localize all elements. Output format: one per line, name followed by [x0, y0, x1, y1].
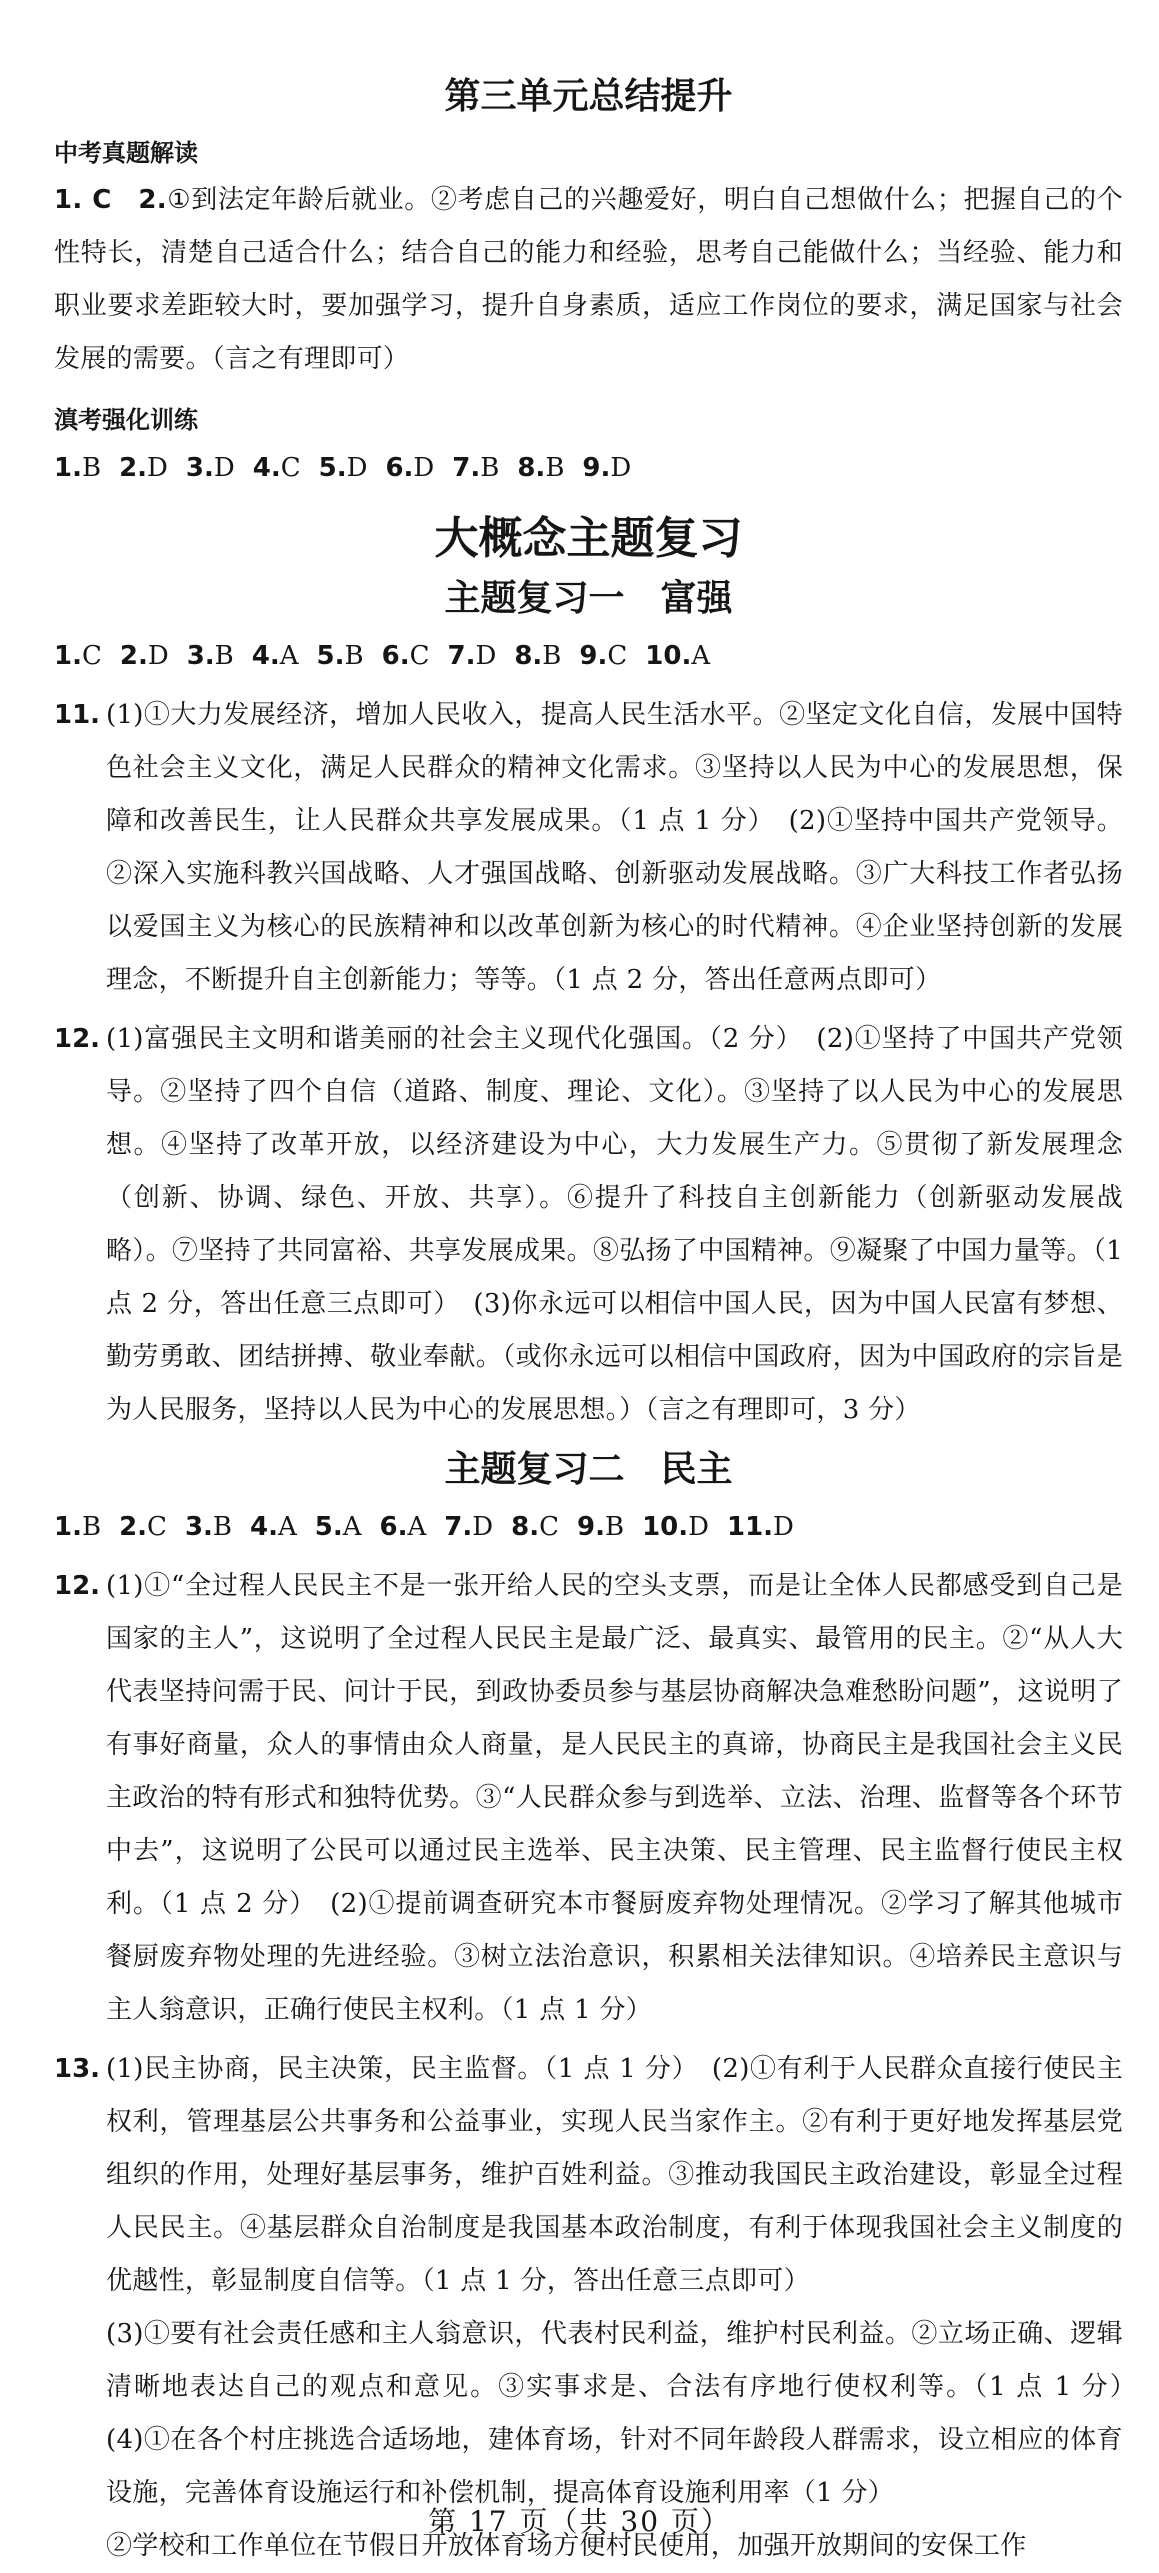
answer-number: 10. [645, 641, 692, 671]
answer-number: 8. [517, 453, 546, 483]
answer-choice: B [81, 453, 102, 483]
answer-choice: B [542, 641, 562, 671]
answer-choice: C [147, 1512, 167, 1542]
answer-item [444, 1512, 493, 1542]
answer-choice: D [610, 453, 632, 483]
answer-item [315, 1512, 362, 1542]
answer-item [511, 1512, 559, 1542]
answer-item [253, 453, 301, 483]
answer-number: 9. [582, 453, 611, 483]
question-answer-text: (1)①“全过程人民民主不是一张开给人民的空头支票，而是让全体人民都感受到自己是国家的主人”，这说明了全过程人民民主是最广泛、最真实、最管用的民主。②“从人大代表坚持问需于民、问计于民，到政协委员参与基层协商解决急难愁盼问题”，这说明了有事好商量，众人的事情由众人商量，是人民民主的真谛，协商民主是我国社会主义民主政治的特有形式和独特优势。③“人民群众参与到选举、立法、治理、监督等各个环节中去”，这说明了公民可以通过民主选举、民主决策、民主管理、民主监督行使民主权利。（1 点 2 分） (2)①提前调查研究本市餐厨废弃物处理情况。②学习了解其他城市餐厨废弃物处理的先进经验。③树立法治意识，积累相关法律知识。④培养民主意识与主人翁意识，正确行使民主权利。（1 点 1 分） [106, 1571, 1123, 2025]
answer-choice: B [81, 1512, 102, 1542]
question-number: 11. [54, 700, 101, 730]
answer-item [119, 1512, 167, 1542]
answer-item [514, 641, 561, 671]
answer-item [119, 453, 168, 483]
question-answer-text: (1)①大力发展经济，增加人民收入，提高人民生活水平。②坚定文化自信，发展中国特色社会主义文化，满足人民群众的精神文化需求。③坚持以人民为中心的发展思想，保障和改善民生，让人民群众共享发展成果。（1 点 1 分） (2)①坚持中国共产党领导。②深入实施科教兴国战略、人才强国战略、创新驱动发展战略。③广大科技工作者弘扬以爱国主义为核心的民族精神和以改革创新为核心的时代精神。④企业坚持创新的发展理念，不断提升自主创新能力；等等。（1 点 2 分，答出任意两点即可） [106, 700, 1123, 995]
answer-number: 5. [318, 453, 347, 483]
answer-choice: A [278, 1512, 297, 1542]
answer-number: 4. [251, 641, 280, 671]
answer-number: 6. [385, 453, 414, 483]
q2-number: 2. [138, 185, 167, 215]
answer-item [252, 641, 299, 671]
dian-heading: 滇考强化训练 [54, 406, 198, 434]
theme1-title: 主题复习一 富强 [444, 578, 733, 619]
answer-number: 10. [642, 1512, 689, 1542]
big-concept-title: 大概念主题复习 [434, 513, 743, 564]
answer-item [385, 453, 434, 483]
answer-item [645, 641, 710, 671]
answer-item [579, 641, 627, 671]
answer-choice: C [81, 641, 102, 671]
question-number: 13. [54, 2054, 101, 2084]
q2-answer-text: ①到法定年龄后就业。②考虑自己的兴趣爱好，明白自己想做什么；把握自己的个性特长，清楚自己适合什么；结合自己的能力和经验，思考自己能做什么；当经验、能力和职业要求差距较大时，要加强学习，提升自身素质，适应工作岗位的要求，满足国家与社会发展的需要。（言之有理即可） [54, 185, 1123, 374]
answer-choice: B [214, 641, 234, 671]
question-number: 12. [54, 1571, 101, 1601]
answer-item [727, 1512, 794, 1542]
answer-number: 4. [250, 1512, 278, 1542]
answer-number: 5. [316, 641, 345, 671]
answer-choice: D [472, 1512, 494, 1542]
answer-choice: B [344, 641, 364, 671]
answer-item [250, 1512, 297, 1542]
answer-choice: D [147, 453, 168, 483]
answer-item [186, 453, 235, 483]
answer-item [54, 1512, 101, 1542]
answer-choice: B [212, 1512, 233, 1542]
answer-number: 3. [185, 453, 214, 483]
answer-item [187, 641, 234, 671]
question-answer-text: (1)富强民主文明和谐美丽的社会主义现代化强国。（2 分） (2)①坚持了中国共产党领导。②坚持了四个自信（道路、制度、理论、文化）。③坚持了以人民为中心的发展思想。④坚持了改革开放，以经济建设为中心，大力发展生产力。⑤贯彻了新发展理念（创新、协调、绿色、开放、共享）。⑥提升了科技自主创新能力（创新驱动发展战略）。⑦坚持了共同富裕、共享发展成果。⑧弘扬了中国精神。⑨凝聚了中国力量等。（1 点 2 分，答出任意三点即可） (3)你永远可以相信中国人民，因为中国人民富有梦想、勤劳勇敢、团结拼搏、敬业奉献。（或你永远可以相信中国政府，因为中国政府的宗旨是为人民服务，坚持以人民为中心的发展思想。）（言之有理即可，3 分） [106, 1024, 1123, 1425]
answer-number: 9. [576, 1512, 605, 1542]
answer-choice: D [413, 453, 435, 483]
answer-number: 1. [54, 641, 82, 671]
answer-item [317, 641, 364, 671]
answer-item [185, 1512, 232, 1542]
answer-choice: B [604, 1512, 625, 1542]
answer-item [54, 453, 101, 483]
question-answer-text: (1)民主协商，民主决策，民主监督。（1 点 1 分） (2)①有利于人民群众直接行使民主权利，管理基层公共事务和公益事业，实现人民当家作主。②有利于更好地发挥基层党组织的作用，处理好基层事务，维护百姓利益。③推动我国民主政治建设，彰显全过程人民民主。④基层群众自治制度是我国基本政治制度，有利于体现我国社会主义制度的优越性，彰显制度自信等。（1 点 1 分，答出任意三点即可） [106, 2054, 1123, 2296]
answer-choice: D [213, 453, 235, 483]
answer-item [120, 641, 169, 671]
theme1-answer-list [54, 629, 1123, 683]
answer-item [582, 453, 631, 483]
answer-item [382, 641, 430, 671]
answer-item [452, 453, 499, 483]
answer-number: 5. [314, 1512, 343, 1542]
q1-answer: 1. C [54, 185, 112, 215]
theme2-question-12 [54, 1560, 1123, 2037]
answer-number: 2. [119, 1512, 148, 1542]
answer-item [517, 453, 564, 483]
answer-number: 7. [444, 1512, 473, 1542]
answer-choice: D [346, 453, 368, 483]
unit-title: 第三单元总结提升 [444, 76, 733, 117]
question-answer-text-3: ②学校和工作单位在节假日开放体育场方便村民使用，加强开放期间的安保工作 [106, 2531, 1027, 2561]
answer-choice: C [280, 453, 301, 483]
answer-item [642, 1512, 709, 1542]
answer-choice: A [407, 1512, 427, 1542]
answer-number: 3. [184, 1512, 213, 1542]
zhongkao-answer [54, 174, 1123, 386]
theme1-question-12 [54, 1013, 1123, 1437]
answer-number: 1. [54, 453, 82, 483]
answer-choice: B [480, 453, 500, 483]
answer-number: 7. [452, 453, 481, 483]
answer-number: 2. [119, 453, 148, 483]
answer-number: 6. [379, 1512, 408, 1542]
answer-choice: C [409, 641, 430, 671]
dian-answer-list [54, 441, 1123, 495]
answer-choice: D [147, 641, 169, 671]
question-answer-text-2: (3)①要有社会责任感和主人翁意识，代表村民利益，维护村民利益。②立场正确、逻辑清晰地表达自己的观点和意见。③实事求是、合法有序地行使权利等。（1 点 1 分） (4)①在各个村庄挑选合适场地，建体育场，针对不同年龄段人群需求，设立相应的体育设施，完善体育设施运行和补偿机制，提高体育设施利用率（1 分） [106, 2319, 1150, 2508]
answer-number: 3. [186, 641, 215, 671]
theme1-question-11 [54, 689, 1123, 1007]
question-number: 12. [54, 1024, 101, 1054]
answer-number: 11. [726, 1512, 774, 1542]
theme2-answer-list [54, 1500, 1123, 1554]
answer-choice: A [691, 641, 711, 671]
answer-choice: A [279, 641, 299, 671]
theme2-title: 主题复习二 民主 [444, 1449, 733, 1490]
answer-item [54, 641, 102, 671]
answer-item [447, 641, 496, 671]
answer-number: 7. [447, 641, 476, 671]
answer-choice: A [342, 1512, 362, 1542]
answer-choice: B [545, 453, 565, 483]
answer-number: 8. [511, 1512, 540, 1542]
answer-choice: D [688, 1512, 709, 1542]
answer-item [380, 1512, 427, 1542]
answer-choice: D [475, 641, 497, 671]
answer-item [577, 1512, 624, 1542]
answer-choice: D [773, 1512, 794, 1542]
answer-choice: C [539, 1512, 559, 1542]
page-footer: 第 17 页（共 30 页） [428, 2505, 731, 2538]
answer-choice: C [607, 641, 628, 671]
answer-number: 1. [54, 1512, 82, 1542]
answer-number: 4. [252, 453, 281, 483]
answer-number: 8. [514, 641, 543, 671]
answer-number: 6. [381, 641, 410, 671]
answer-number: 9. [579, 641, 608, 671]
answer-item [319, 453, 368, 483]
answer-number: 2. [119, 641, 148, 671]
zhongkao-heading: 中考真题解读 [54, 139, 198, 167]
theme2-question-13 [54, 2043, 1150, 2573]
